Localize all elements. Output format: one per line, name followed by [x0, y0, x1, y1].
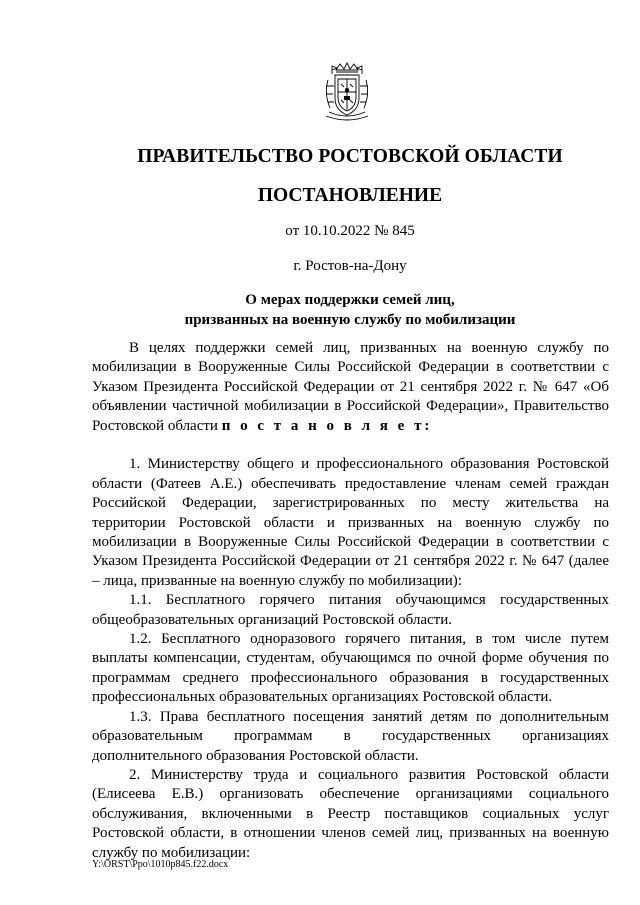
rostov-oblast-coat-of-arms-icon [314, 60, 380, 126]
item-1-3: 1.3. Права бесплатного посещения занятий детям по дополнительным образовательным программам в государственных организациях дополнительного образования Ростовской области. [92, 708, 609, 764]
date-number: от 10.10.2022 № 845 [285, 223, 415, 239]
subject-line-1: О мерах поддержки семей лиц, [245, 292, 455, 308]
subject-line-2: призванных на военную службу по мобилизации [184, 312, 516, 328]
item-1: 1. Министерству общего и профессионального образования Ростовской области (Фатеев А.Е.) обеспечивать предоставление членам семей граждан Российской Федерации, зарегистрированных по месту жительства на территории Ростовской области и призванных на военную службу по мобилизации в Вооруженные Силы Российской Федерации в соответствии с Указом Президента Российской Федерации от 21 сентября 2022 г. № 647 (далее – лица, призванные на военную службу по мобилизации): [92, 456, 609, 589]
item-1-1: 1.1. Бесплатного горячего питания обучающимся государственных общеобразовательных организаций Ростовской области. [92, 592, 609, 628]
document-body [92, 339, 609, 863]
preamble-text: В целях поддержки семей лиц, призванных на военную службу по мобилизации в Вооруженные Силы Российской Федерации в соответствии с Указом Президента Российской Федерации от 21 сентября 2022 г. № 647 «Об объявлении частичной мобилизации в Российской Федерации», Правительство Ростовской области [92, 340, 609, 434]
document-type: ПОСТАНОВЛЕНИЕ [257, 185, 443, 206]
document-subject [0, 290, 640, 330]
file-path-footer: Y:\ORST\Ppo\1010p845.f22.docx [92, 859, 229, 870]
city: г. Ростов-на-Дону [293, 258, 407, 274]
government-title: ПРАВИТЕЛЬСТВО РОСТОВСКОЙ ОБЛАСТИ [137, 146, 563, 167]
decree-word: п о с т а н о в л я е т: [221, 417, 433, 434]
item-1-2: 1.2. Бесплатного одноразового горячего питания, в том числе путем выплаты компенсации, студентам, обучающимся по очной форме обучения по программам среднего профессионального образования в государственных профессиональных образовательных организациях Ростовской области. [92, 631, 609, 706]
item-2: 2. Министерству труда и социального развития Ростовской области (Елисеева Е.В.) организовать обеспечение организациями социального обслуживания, включенными в Реестр поставщиков социальных услуг Ростовской области, в отношении членов семей лиц, призванных на военную службу по мобилизации: [92, 766, 609, 861]
preamble-paragraph [92, 339, 609, 436]
